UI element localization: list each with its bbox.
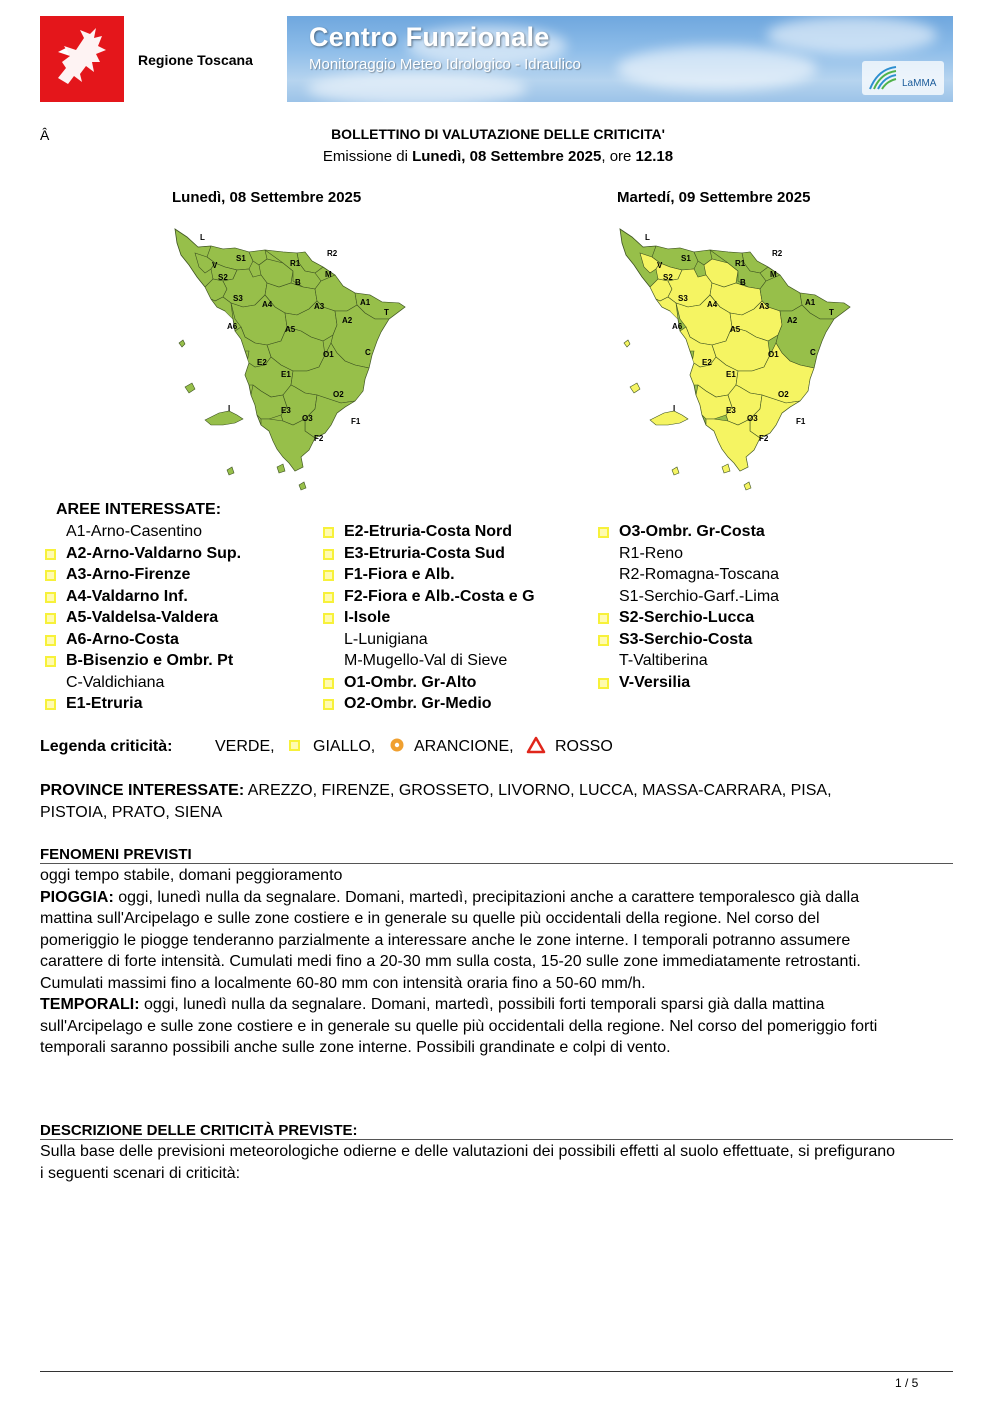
zone-label: S2 — [663, 273, 673, 282]
zone-label: F2 — [314, 434, 324, 443]
zone-label: M — [770, 270, 777, 279]
area-label: S2-Serchio-Lucca — [619, 609, 755, 626]
temporali-label: TEMPORALI: — [40, 996, 140, 1013]
provinces-list-1: AREZZO, FIRENZE, GROSSETO, LIVORNO, LUCCA, MASSA-CARRARA, PISA, — [244, 782, 832, 799]
pioggia-line: Cumulati massimi fino a localmente 60-80 mm con intensità oraria fino a 50-60 mm/h. — [40, 974, 646, 992]
legend-giallo: GIALLO, — [313, 738, 376, 755]
area-label: T-Valtiberina — [619, 652, 708, 669]
zone-label: R1 — [735, 259, 746, 268]
area-label: E2-Etruria-Costa Nord — [344, 523, 513, 540]
island — [277, 464, 285, 473]
zone-label: S3 — [233, 294, 243, 303]
zone-i — [650, 411, 688, 425]
zone-label: I — [228, 404, 231, 413]
legend-title: Legenda criticità: — [40, 738, 173, 755]
temporali-line: sull'Arcipelago e sulle zone costiere e in generale su quelle più occidentali della regione. Nel corso del pomeriggio forti — [40, 1017, 878, 1035]
zone-label: E3 — [281, 406, 291, 415]
footer-rule — [40, 1371, 953, 1372]
fenomeni-heading: FENOMENI PREVISTI — [40, 846, 192, 863]
fenomeni-rule — [40, 863, 953, 864]
centro-funzionale-banner — [287, 16, 953, 102]
provinces-list-2: PISTOIA, PRATO, SIENA — [40, 803, 223, 821]
area-label: V-Versilia — [619, 673, 691, 691]
pegasus-icon — [40, 16, 124, 102]
zone-label: T — [829, 308, 834, 317]
area-label: C-Valdichiana — [66, 673, 165, 691]
zone-label: E2 — [257, 358, 267, 367]
fenomeni-intro: oggi tempo stabile, domani peggioramento — [40, 867, 343, 884]
giallo-marker-icon — [323, 613, 334, 624]
lamma-label: LaMMA — [902, 78, 937, 89]
zone-label: O2 — [333, 390, 344, 399]
zone-label: V — [212, 261, 218, 270]
bulletin-title: BOLLETTINO DI VALUTAZIONE DELLE CRITICITA' — [331, 126, 665, 142]
island — [179, 340, 185, 347]
giallo-marker-icon — [323, 699, 334, 710]
area-label: A6-Arno-Costa — [66, 630, 179, 648]
zone-label: C — [810, 348, 816, 357]
issue-line — [0, 148, 996, 165]
giallo-marker-icon — [45, 549, 56, 560]
island — [624, 340, 630, 347]
zone-label: A3 — [314, 302, 325, 311]
regione-toscana-logo — [40, 16, 124, 102]
zone-label: O1 — [323, 350, 334, 359]
zone-label: T — [384, 308, 389, 317]
giallo-marker-icon — [323, 592, 334, 603]
zone-label: B — [295, 278, 301, 287]
area-label: A3-Arno-Firenze — [66, 566, 191, 583]
area-label: O1-Ombr. Gr-Alto — [344, 673, 477, 691]
region-name: Regione Toscana — [138, 52, 253, 68]
area-label: A5-Valdelsa-Valdera — [66, 609, 219, 626]
giallo-marker-icon — [598, 635, 609, 646]
provinces — [40, 780, 960, 823]
giallo-marker-icon — [598, 613, 609, 624]
giallo-marker-icon — [45, 613, 56, 624]
zone-label: A5 — [730, 325, 741, 334]
island — [744, 482, 751, 490]
lamma-logo — [862, 61, 944, 95]
area-label: E3-Etruria-Costa Sud — [344, 544, 505, 562]
zone-label: R2 — [772, 249, 783, 258]
criticality-map-day1 — [160, 210, 410, 495]
pioggia-line: mattina sull'Arcipelago e sulle zone costiere e in generale su quelle più occidentali della regione. Nel corso del — [40, 910, 820, 927]
zone-label: R1 — [290, 259, 301, 268]
area-label: M-Mugello-Val di Sieve — [344, 652, 508, 669]
area-label: A4-Valdarno Inf. — [66, 587, 188, 605]
pioggia-label: PIOGGIA: — [40, 888, 114, 906]
zone-label: A2 — [342, 316, 353, 325]
zone-label: O1 — [768, 350, 779, 359]
temporali-line: oggi, lunedì nulla da segnalare. Domani, martedì, possibili forti temporali sparsi già dalla mattina — [139, 996, 825, 1013]
area-label: R1-Reno — [619, 544, 684, 562]
zone-label: O3 — [747, 414, 758, 423]
zone-label: R2 — [327, 249, 338, 258]
zone-label: M — [325, 270, 332, 279]
giallo-marker-icon — [323, 570, 334, 581]
area-label: O2-Ombr. Gr-Medio — [344, 695, 492, 712]
zone-label: O3 — [302, 414, 313, 423]
zone-label: F1 — [351, 417, 361, 426]
zone-label: L — [645, 233, 650, 242]
stray-character: Â — [40, 127, 50, 143]
zone-label: L — [200, 233, 205, 242]
zone-label: A5 — [285, 325, 296, 334]
zone-label: A4 — [707, 300, 718, 309]
zone-label: S1 — [681, 254, 691, 263]
island — [299, 482, 306, 490]
legend-verde: VERDE, — [215, 738, 275, 755]
zone-label: A3 — [759, 302, 770, 311]
zone-label: F1 — [796, 417, 806, 426]
area-label: L-Lunigiana — [344, 630, 428, 648]
legend-rosso: ROSSO — [555, 738, 613, 755]
pioggia-line: carattere di forte intensità. Cumulati medi fino a 20-30 mm sulla costa, 15-20 sulle zone immediatamente retrostanti. — [40, 953, 861, 970]
island — [722, 464, 730, 473]
map-date-day2: Martedí, 09 Settembre 2025 — [617, 189, 811, 206]
giallo-marker-icon — [45, 570, 56, 581]
issue-date: Lunedì, 08 Settembre 2025 — [412, 148, 602, 165]
island — [672, 467, 679, 475]
issue-mid: , ore — [601, 148, 636, 165]
descrizione-line: Sulla base delle previsioni meteorologiche odierne e delle valutazioni dei possibili effetti al suolo effettuate, si prefigurano — [40, 1143, 896, 1160]
zone-label: A6 — [227, 322, 238, 331]
island — [630, 383, 640, 393]
zone-label: O2 — [778, 390, 789, 399]
zone-label: E2 — [702, 358, 712, 367]
giallo-marker-icon — [598, 678, 609, 689]
zone-label: S1 — [236, 254, 246, 263]
area-label: I-Isole — [344, 609, 391, 626]
area-label: O3-Ombr. Gr-Costa — [619, 523, 765, 540]
page-number: 1 / 5 — [895, 1376, 919, 1390]
zone-label: A2 — [787, 316, 798, 325]
zone-label: C — [365, 348, 371, 357]
zone-label: A1 — [360, 298, 371, 307]
banner-subtitle: Monitoraggio Meteo Idrologico - Idraulico — [309, 56, 581, 73]
zone-label: E1 — [281, 370, 291, 379]
criticality-map-day2 — [605, 210, 855, 495]
giallo-marker-icon — [45, 635, 56, 646]
giallo-marker-icon — [45, 656, 56, 667]
zone-label: A6 — [672, 322, 683, 331]
area-label: S1-Serchio-Garf.-Lima — [619, 587, 780, 605]
zone-label: I — [673, 404, 676, 413]
descrizione-body — [40, 1141, 960, 1184]
pioggia-line: pomeriggio le piogge tenderanno parzialmente a interessare anche le zone interne. I temporali potranno assumere — [40, 931, 851, 949]
area-label: B-Bisenzio e Ombr. Pt — [66, 652, 234, 669]
zone-i — [205, 411, 243, 425]
legend-giallo-icon — [289, 740, 300, 751]
giallo-marker-icon — [323, 549, 334, 560]
map-date-day1: Lunedì, 08 Settembre 2025 — [172, 189, 362, 206]
zone-label: A1 — [805, 298, 816, 307]
zone-label: B — [740, 278, 746, 287]
giallo-marker-icon — [45, 592, 56, 603]
descrizione-rule — [40, 1139, 953, 1140]
descrizione-heading: DESCRIZIONE DELLE CRITICITÀ PREVISTE: — [40, 1122, 358, 1139]
area-label: F2-Fiora e Alb.-Costa e G — [344, 587, 535, 605]
fenomeni-body — [40, 865, 960, 1059]
area-label: A2-Arno-Valdarno Sup. — [66, 544, 242, 562]
zone-label: E1 — [726, 370, 736, 379]
legend-arancione: ARANCIONE, — [414, 738, 514, 755]
issue-prefix: Emissione di — [322, 148, 413, 165]
areas-heading: AREE INTERESSATE: — [56, 501, 222, 518]
giallo-marker-icon — [323, 678, 334, 689]
legend-arancione-icon — [389, 737, 405, 753]
area-label: F1-Fiora e Alb. — [344, 566, 455, 583]
giallo-marker-icon — [323, 527, 334, 538]
temporali-line: temporali saranno possibili anche sulle zone interne. Possibili grandinate e colpi di vento. — [40, 1039, 671, 1056]
zone-label: A4 — [262, 300, 273, 309]
provinces-label: PROVINCE INTERESSATE: — [40, 782, 245, 799]
descrizione-line: i seguenti scenari di criticità: — [40, 1164, 241, 1182]
area-label: S3-Serchio-Costa — [619, 630, 753, 648]
banner-title: Centro Funzionale — [309, 22, 550, 52]
island — [185, 383, 195, 393]
zone-label: F2 — [759, 434, 769, 443]
giallo-marker-icon — [598, 527, 609, 538]
zone-label: V — [657, 261, 663, 270]
lamma-waves-icon — [868, 65, 898, 91]
zone-label: E3 — [726, 406, 736, 415]
island — [227, 467, 234, 475]
pioggia-line: oggi, lunedì nulla da segnalare. Domani, martedì, precipitazioni anche a carattere temporalesco già dalla — [113, 888, 860, 906]
legend-rosso-icon — [526, 736, 546, 754]
area-label: R2-Romagna-Toscana — [619, 566, 780, 583]
area-label: E1-Etruria — [66, 695, 143, 712]
area-label: A1-Arno-Casentino — [66, 523, 203, 540]
issue-time: 12.18 — [635, 148, 674, 165]
zone-label: S3 — [678, 294, 688, 303]
giallo-marker-icon — [45, 699, 56, 710]
zone-label: S2 — [218, 273, 228, 282]
